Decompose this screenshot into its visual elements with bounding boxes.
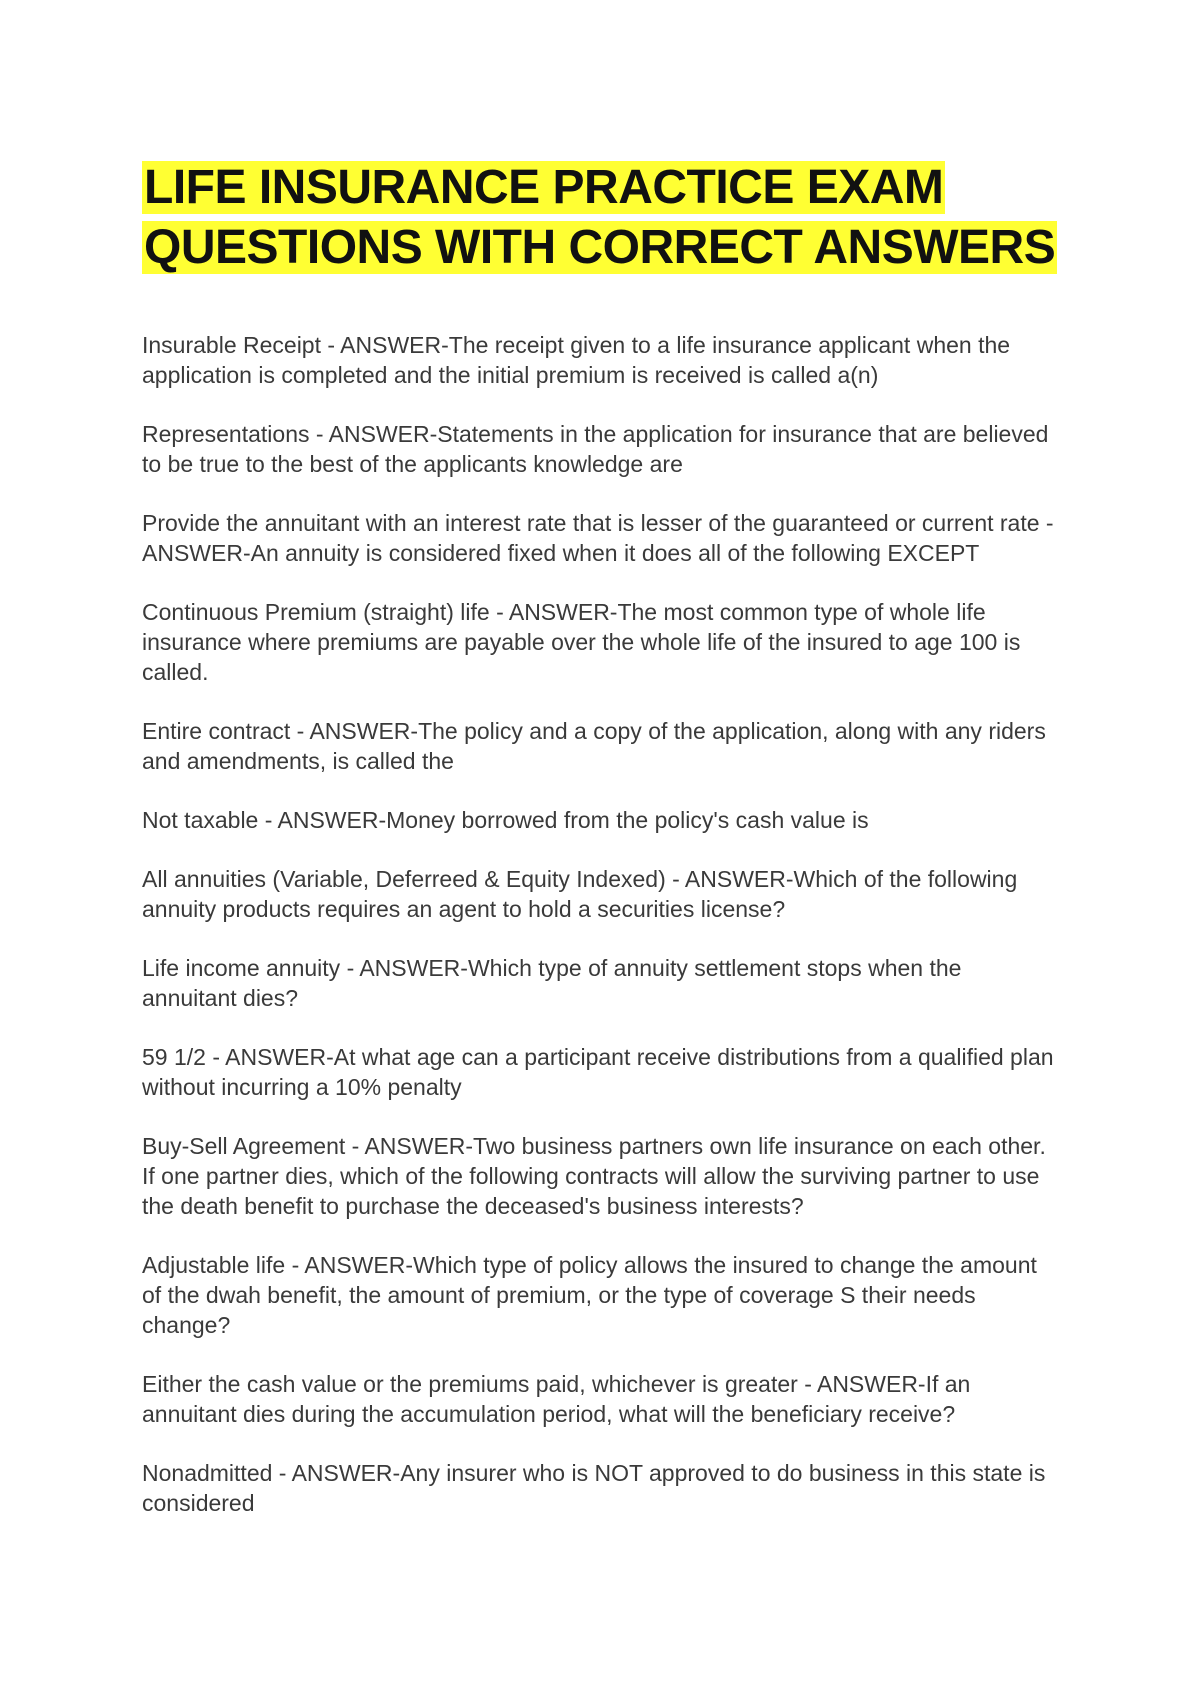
qa-item: Adjustable life - ANSWER-Which type of policy allows the insured to change the amount of the dwah benefit, the amount of premium, or the type of coverage S their needs change? xyxy=(142,1252,1037,1338)
title-line-1: LIFE INSURANCE PRACTICE EXAM xyxy=(144,161,944,214)
qa-item: Continuous Premium (straight) life - ANSWER-The most common type of whole life insurance where premiums are payable over the whole life of the insured to age 100 is called. xyxy=(142,599,1021,685)
qa-item: Either the cash value or the premiums paid, whichever is greater - ANSWER-If an annuitant dies during the accumulation period, what will the beneficiary receive? xyxy=(142,1371,971,1427)
qa-item: All annuities (Variable, Deferreed & Equity Indexed) - ANSWER-Which of the following annuity products requires an agent to hold a securities license? xyxy=(142,866,1018,922)
qa-item: Insurable Receipt - ANSWER-The receipt given to a life insurance applicant when the application is completed and the initial premium is received is called a(n) xyxy=(142,332,1011,388)
qa-item: Not taxable - ANSWER-Money borrowed from the policy's cash value is xyxy=(142,807,869,833)
qa-item: Buy-Sell Agreement - ANSWER-Two business partners own life insurance on each other. If one partner dies, which of the following contracts will allow the surviving partner to use the death benefit to purchase the deceased's business interests? xyxy=(142,1133,1046,1219)
title-line-2: QUESTIONS WITH CORRECT ANSWERS xyxy=(144,221,1056,274)
qa-item: Provide the annuitant with an interest rate that is lesser of the guaranteed or current rate - ANSWER-An annuity is considered fixed when it does all of the following EXCEPT xyxy=(142,510,1054,566)
qa-list xyxy=(142,330,1060,1518)
qa-item: Life income annuity - ANSWER-Which type of annuity settlement stops when the annuitant dies? xyxy=(142,955,962,1011)
qa-item: Entire contract - ANSWER-The policy and a copy of the application, along with any riders and amendments, is called the xyxy=(142,718,1046,774)
document-title xyxy=(142,158,1060,278)
qa-item: 59 1/2 - ANSWER-At what age can a participant receive distributions from a qualified plan without incurring a 10% penalty xyxy=(142,1044,1054,1100)
qa-item: Nonadmitted - ANSWER-Any insurer who is NOT approved to do business in this state is considered xyxy=(142,1460,1046,1516)
document-body xyxy=(142,158,1060,1547)
qa-item: Representations - ANSWER-Statements in the application for insurance that are believed to be true to the best of the applicants knowledge are xyxy=(142,421,1049,477)
